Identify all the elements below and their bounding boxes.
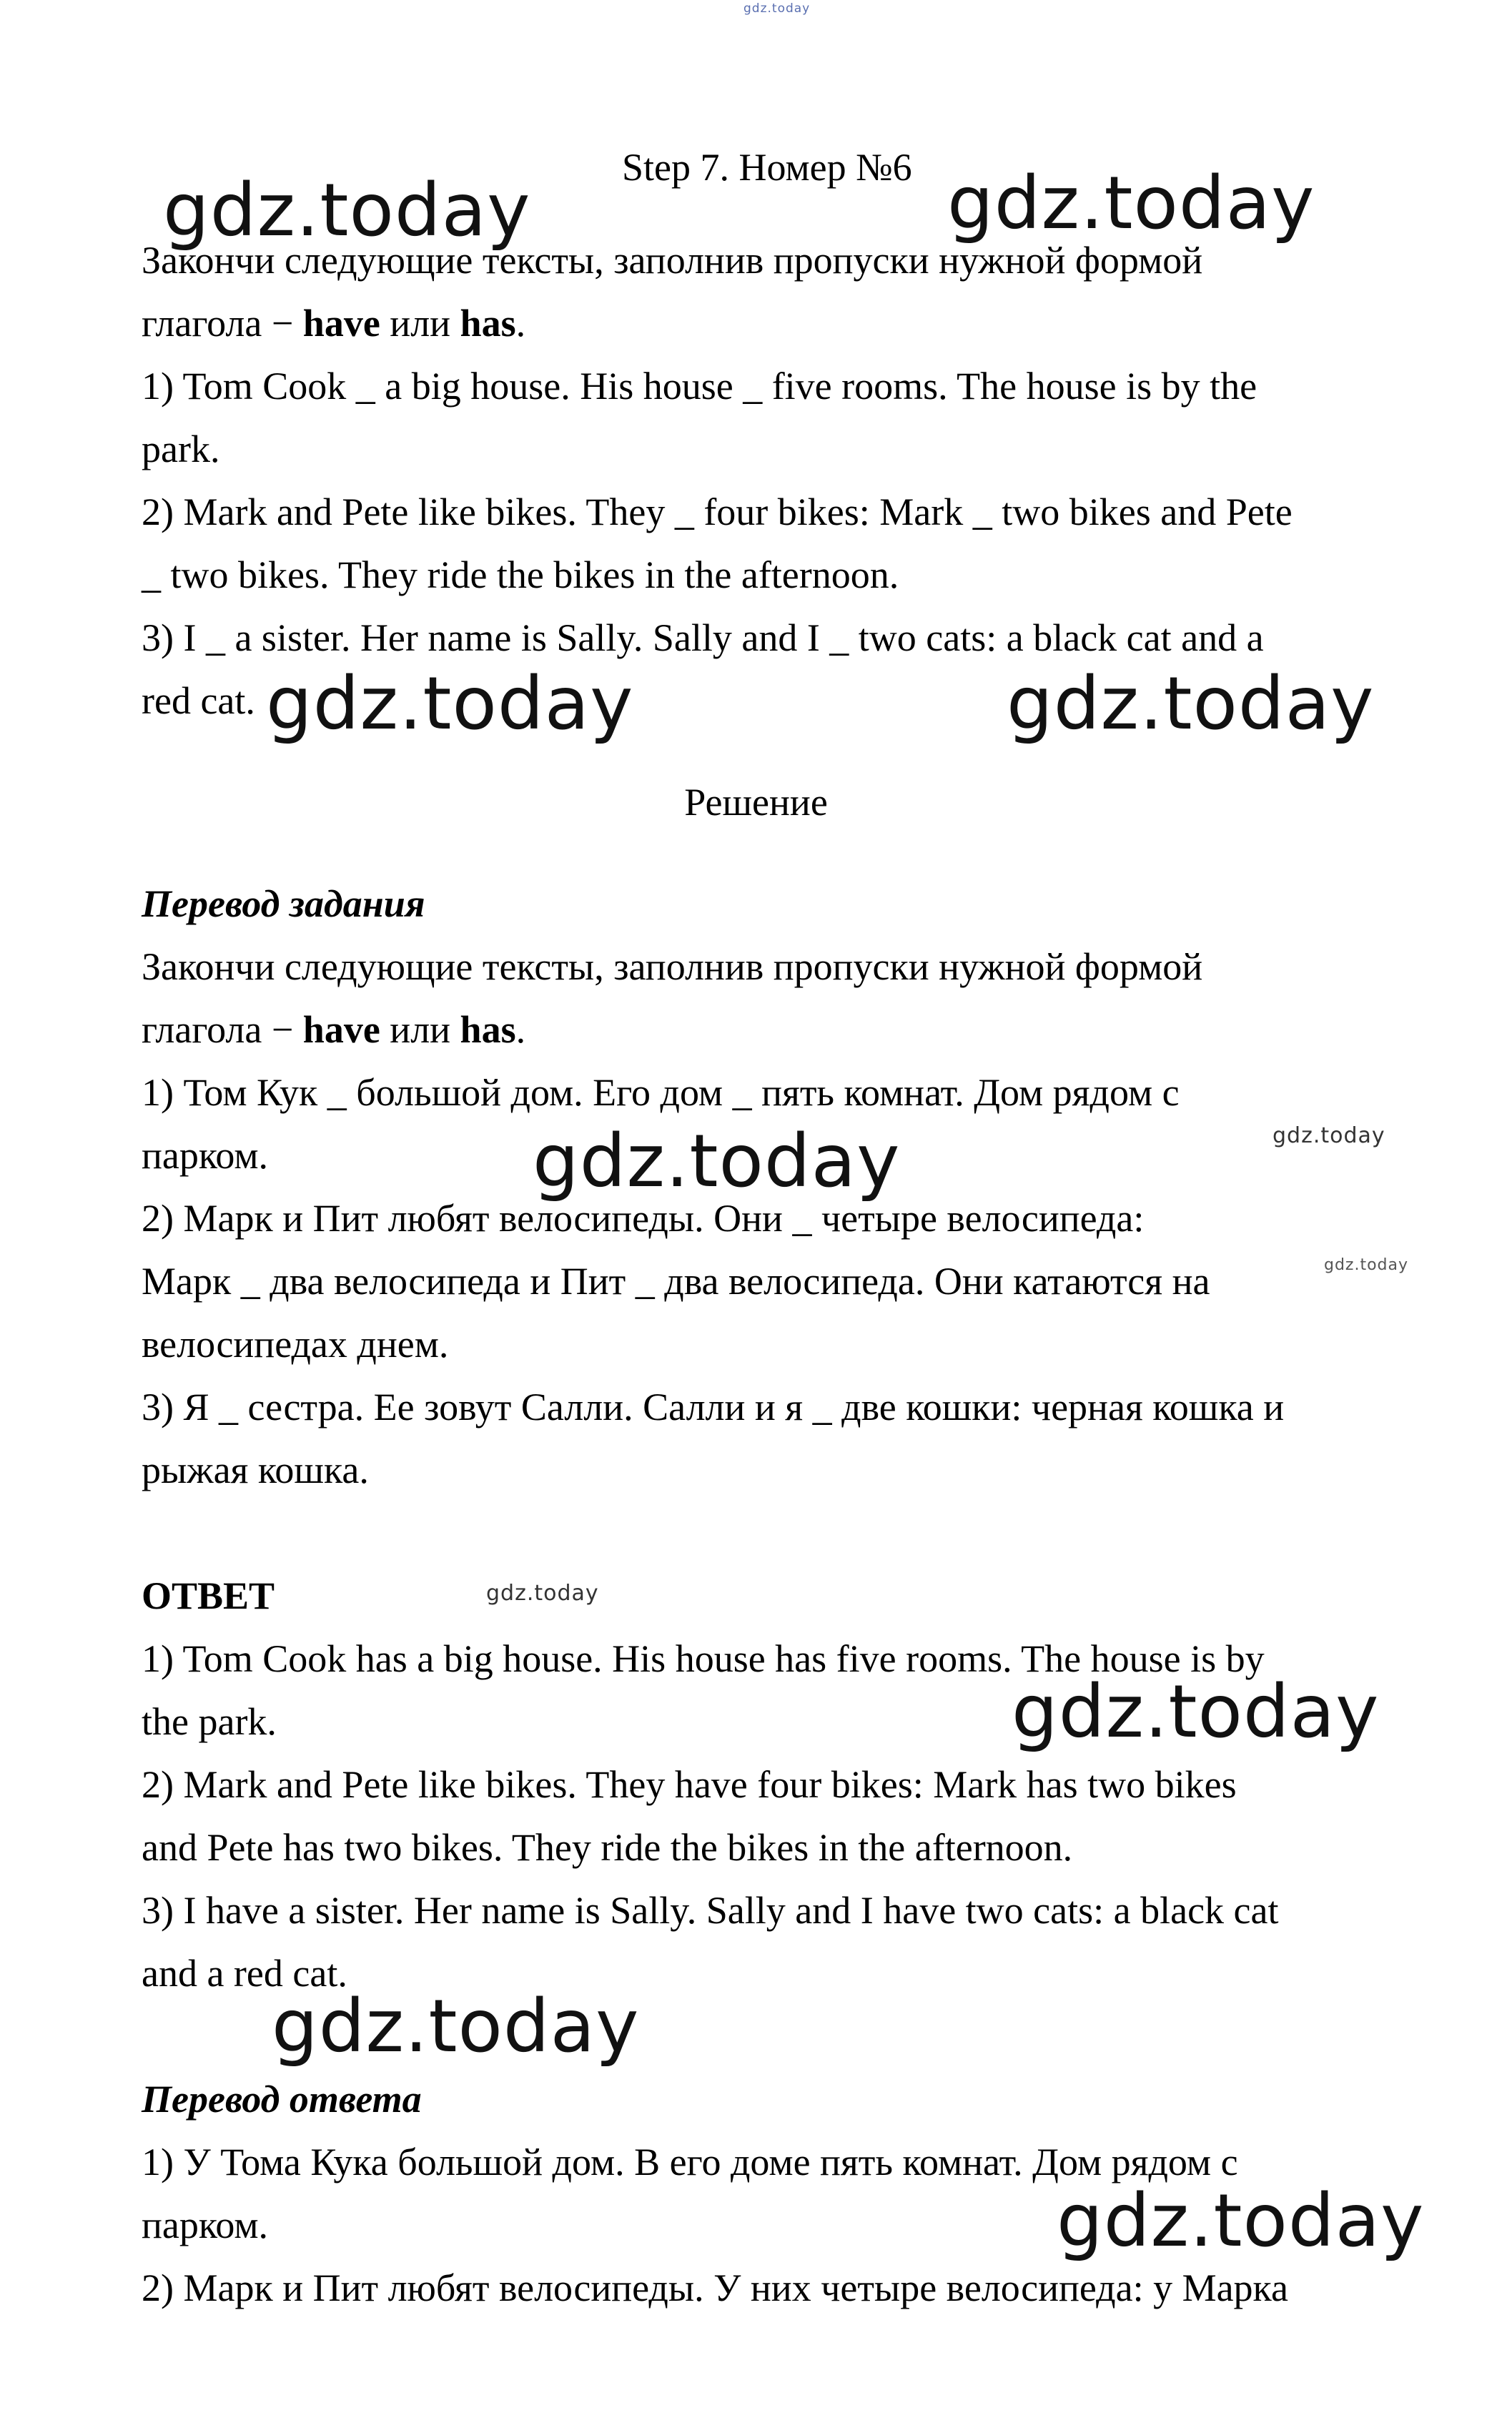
watermark: gdz.today bbox=[272, 1984, 640, 2069]
watermark: gdz.today bbox=[486, 1581, 599, 1606]
answer-line: 2) Mark and Pete like bikes. They have four bikes: Mark has two bikes bbox=[142, 1763, 1237, 1806]
watermark: gdz.today bbox=[1273, 1123, 1385, 1148]
translation-line: парком. bbox=[142, 1134, 269, 1177]
watermark: gdz.today bbox=[163, 168, 531, 253]
translation-line: велосипедах днем. bbox=[142, 1323, 449, 1366]
task-line: park. bbox=[142, 428, 220, 470]
watermark: gdz.today bbox=[1057, 2178, 1425, 2264]
watermark: gdz.today bbox=[947, 161, 1315, 246]
answer-line: and a red cat. bbox=[142, 1952, 347, 1995]
translation-answer-line: парком. bbox=[142, 2204, 269, 2246]
translation-instruction-line2: глагола − have или has. bbox=[142, 1008, 526, 1051]
answer-line: and Pete has two bikes. They ride the bikes in the afternoon. bbox=[142, 1826, 1073, 1869]
translation-line: Марк _ два велосипеда и Пит _ два велосипеда. Они катаются на bbox=[142, 1260, 1210, 1303]
translation-line: 2) Марк и Пит любят велосипеды. Они _ четыре велосипеда: bbox=[142, 1197, 1145, 1240]
translation-line: 1) Том Кук _ большой дом. Его дом _ пять комнат. Дом рядом с bbox=[142, 1071, 1180, 1114]
translation-task-heading: Перевод задания bbox=[142, 882, 425, 925]
solution-heading: Решение bbox=[684, 781, 828, 824]
translation-answer-line: 2) Марк и Пит любят велосипеды. У них четыре велосипеда: у Марка bbox=[142, 2266, 1288, 2309]
watermark: gdz.today bbox=[1007, 661, 1375, 746]
task-line: 3) I _ a sister. Her name is Sally. Sally and I _ two cats: a black cat and a bbox=[142, 616, 1264, 659]
watermark: gdz.today bbox=[1324, 1256, 1409, 1274]
answer-line: 3) I have a sister. Her name is Sally. Sally and I have two cats: a black cat bbox=[142, 1889, 1279, 1932]
watermark: gdz.today bbox=[743, 1, 811, 16]
task-line: 1) Tom Cook _ a big house. His house _ five rooms. The house is by the bbox=[142, 365, 1257, 408]
translation-answer-line: 1) У Тома Кука большой дом. В его доме пять комнат. Дом рядом с bbox=[142, 2141, 1238, 2183]
translation-answer-heading: Перевод ответа bbox=[142, 2078, 422, 2121]
task-line: red cat. bbox=[142, 679, 255, 722]
task-instruction-line2: глагола − have или has. bbox=[142, 302, 526, 345]
translation-line: 3) Я _ сестра. Ее зовут Салли. Салли и я _ две кошки: черная кошка и bbox=[142, 1386, 1285, 1428]
answer-heading: ОТВЕТ bbox=[142, 1574, 275, 1617]
translation-instruction: Закончи следующие тексты, заполнив пропуски нужной формой bbox=[142, 945, 1203, 988]
answer-line: the park. bbox=[142, 1700, 277, 1743]
translation-line: рыжая кошка. bbox=[142, 1449, 369, 1491]
task-instruction: Закончи следующие тексты, заполнив пропуски нужной формой bbox=[142, 239, 1203, 282]
task-line: 2) Mark and Pete like bikes. They _ four bikes: Mark _ two bikes and Pete bbox=[142, 490, 1293, 533]
answer-line: 1) Tom Cook has a big house. His house has five rooms. The house is by bbox=[142, 1637, 1265, 1680]
watermark: gdz.today bbox=[1012, 1669, 1380, 1755]
page-title: Step 7. Номер №6 bbox=[622, 146, 912, 189]
watermark: gdz.today bbox=[533, 1119, 901, 1204]
task-line: _ two bikes. They ride the bikes in the afternoon. bbox=[142, 553, 899, 596]
watermark: gdz.today bbox=[266, 661, 634, 746]
